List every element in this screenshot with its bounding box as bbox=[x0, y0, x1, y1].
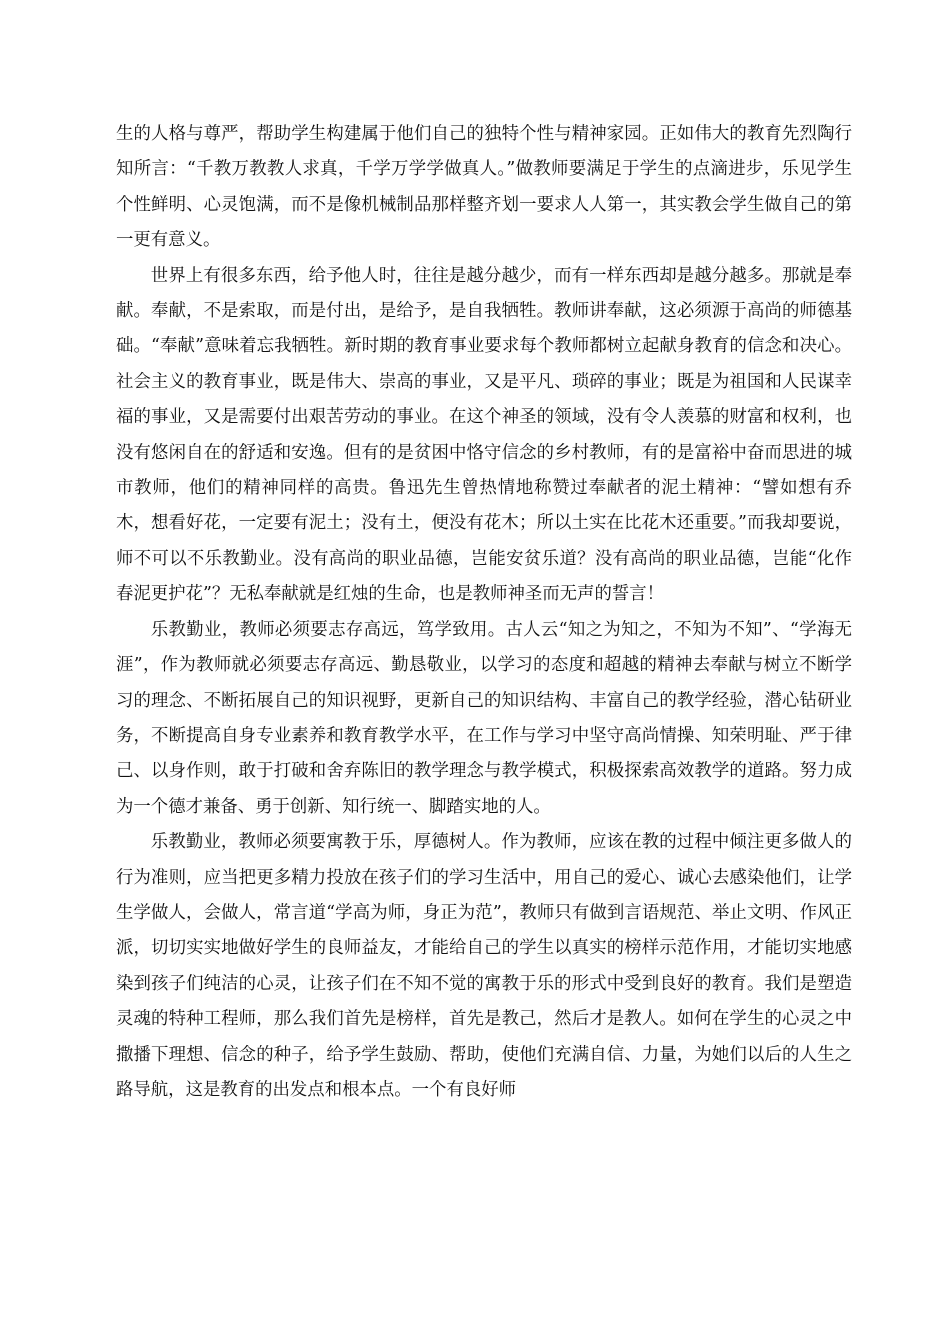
paragraph-continuation: 生的人格与尊严，帮助学生构建属于他们自己的独特个性与精神家园。正如伟大的教育先烈陶行知所言：“千教万教教人求真，千学万学学做真人。”做教师要满足于学生的点滴进步，乐见学生个性鲜明、心灵饱满，而不是像机械制品那样整齐划一要求人人第一，其实教会学生做自己的第一更有意义。 bbox=[116, 124, 852, 251]
paragraph-dedication: 世界上有很多东西，给予他人时，往往是越分越少，而有一样东西却是越分越多。那就是奉献。奉献，不是索取，而是付出，是给予，是自我牺牲。教师讲奉献，这必须源于高尚的师德基础。“奉献”意味着忘我牺牲。新时期的教育事业要求每个教师都树立起献身教育的信念和决心。社会主义的教育事业，既是伟大、崇高的事业，又是平凡、琐碎的事业；既是为祖国和人民谋幸福的事业，又是需要付出艰苦劳动的事业。在这个神圣的领域，没有令人羡慕的财富和权利，也没有悠闲自在的舒适和安逸。但有的是贫困中恪守信念的乡村教师，有的是富裕中奋而思进的城市教师，他们的精神同样的高贵。鲁迅先生曾热情地称赞过奉献者的泥土精神：“譬如想有乔木，想看好花，一定要有泥土；没有土，便没有花木；所以土实在比花木还重要。”而我却要说，师不可以不乐教勤业。没有高尚的职业品德，岂能安贫乐道？没有高尚的职业品德，岂能“化作春泥更护花”？无私奉献就是红烛的生命，也是教师神圣而无声的誓言！ bbox=[116, 265, 852, 605]
paragraph-teaching-with-joy: 乐教勤业，教师必须要寓教于乐，厚德树人。作为教师，应该在教的过程中倾注更多做人的行为准则，应当把更多精力投放在孩子们的学习生活中，用自己的爱心、诚心去感染他们，让学生学做人，会做人，常言道“学高为师，身正为范”，教师只有做到言语规范、举止文明、作风正派，切切实实地做好学生的良师益友，才能给自己的学生以真实的榜样示范作用，才能切实地感染到孩子们纯洁的心灵，让孩子们在不知不觉的寓教于乐的形式中受到良好的教育。我们是塑造灵魂的特种工程师，那么我们首先是榜样，首先是教己，然后才是教人。如何在学生的心灵之中撒播下理想、信念的种子，给予学生鼓励、帮助，使他们充满自信、力量，为她们以后的人生之路导航，这是教育的出发点和根本点。一个有良好师 bbox=[116, 832, 852, 1100]
document-page bbox=[116, 117, 852, 1108]
paragraph-lofty-aspirations: 乐教勤业，教师必须要志存高远，笃学致用。古人云“知之为知之，不知为不知”、“学海无涯”，作为教师就必须要志存高远、勤恳敬业，以学习的态度和超越的精神去奉献与树立不断学习的理念、不断拓展自己的知识视野，更新自己的知识结构、丰富自己的教学经验，潜心钻研业务，不断提高自身专业素养和教育教学水平，在工作与学习中坚守高尚情操、知荣明耻、严于律己、以身作则，敢于打破和舍弃陈旧的教学理念与教学模式，积极探索高效教学的道路。努力成为一个德才兼备、勇于创新、知行统一、脚踏实地的人。 bbox=[116, 619, 852, 817]
